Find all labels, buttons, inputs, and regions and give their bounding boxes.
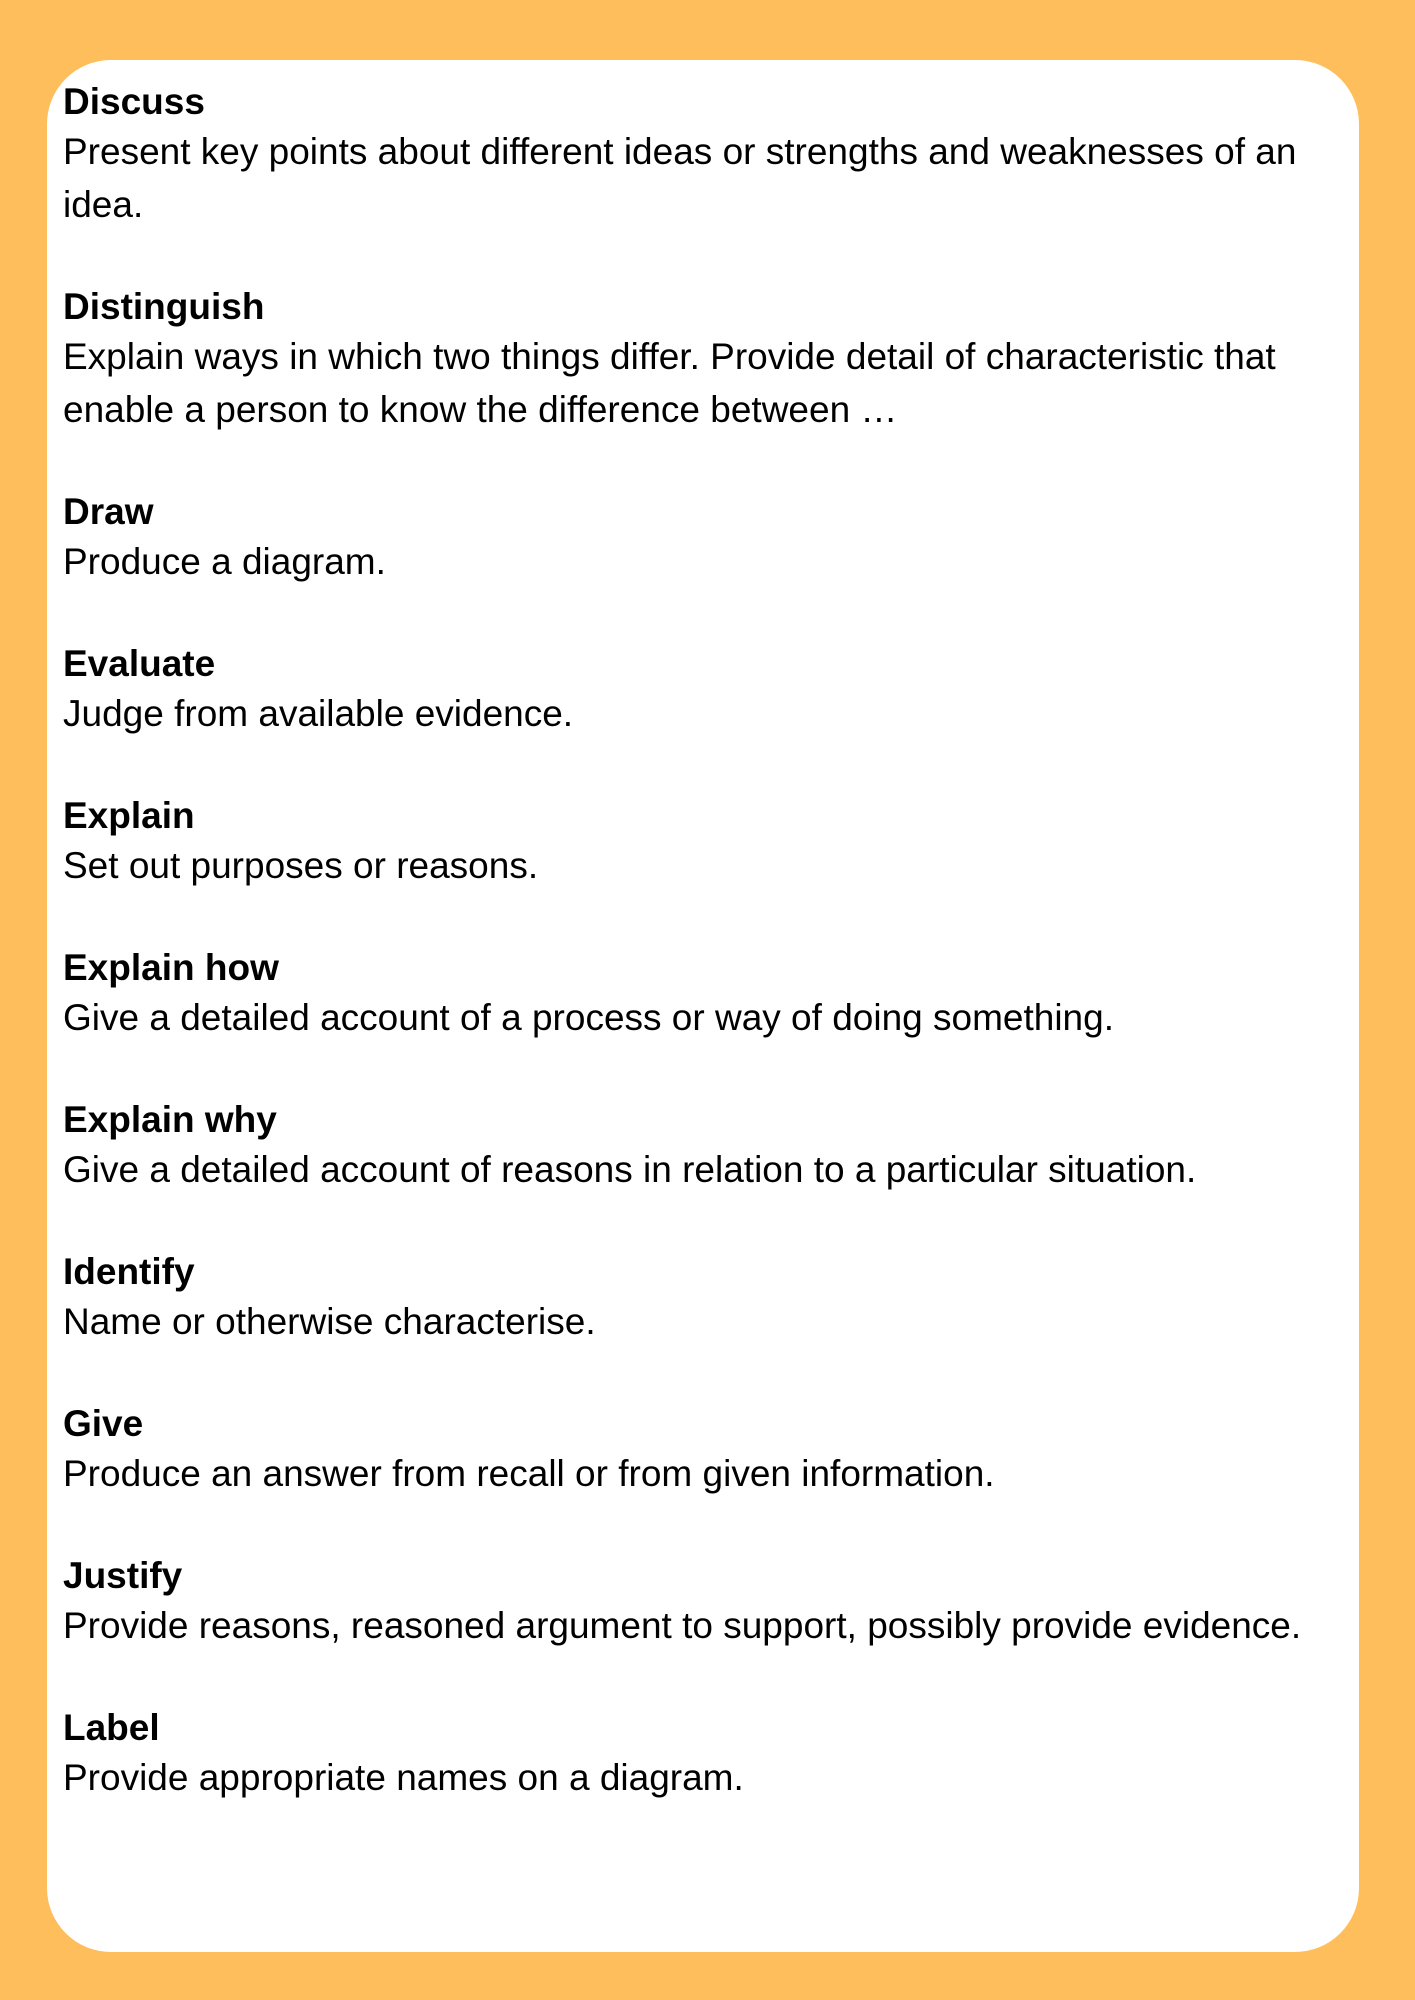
glossary-entry-give bbox=[63, 1401, 1343, 1500]
term-identify: Identify bbox=[63, 1251, 195, 1292]
term-give: Give bbox=[63, 1403, 144, 1444]
definition-draw: Produce a diagram. bbox=[63, 541, 386, 582]
term-explain: Explain bbox=[63, 795, 195, 836]
glossary-entry-explain bbox=[63, 793, 1343, 892]
term-evaluate: Evaluate bbox=[63, 643, 216, 684]
definition-explain-how: Give a detailed account of a process or way of doing something. bbox=[63, 997, 1114, 1038]
glossary-entry-discuss bbox=[63, 79, 1343, 231]
glossary-entry-justify bbox=[63, 1553, 1343, 1652]
term-discuss: Discuss bbox=[63, 81, 205, 122]
definition-explain-why: Give a detailed account of reasons in relation to a particular situation. bbox=[63, 1149, 1197, 1190]
definition-label: Provide appropriate names on a diagram. bbox=[63, 1757, 744, 1798]
term-label: Label bbox=[63, 1707, 160, 1748]
glossary-entry-distinguish bbox=[63, 284, 1343, 436]
term-explain-how: Explain how bbox=[63, 947, 279, 988]
glossary-card bbox=[47, 60, 1359, 1952]
term-distinguish: Distinguish bbox=[63, 286, 265, 327]
definition-give: Produce an answer from recall or from given information. bbox=[63, 1453, 995, 1494]
glossary-entry-evaluate bbox=[63, 641, 1343, 740]
glossary-entry-explain-why bbox=[63, 1097, 1343, 1196]
glossary-entry-identify bbox=[63, 1249, 1343, 1348]
glossary-entry-label bbox=[63, 1705, 1343, 1804]
definition-identify: Name or otherwise characterise. bbox=[63, 1301, 596, 1342]
term-draw: Draw bbox=[63, 491, 154, 532]
definition-explain: Set out purposes or reasons. bbox=[63, 845, 539, 886]
glossary-entry-draw bbox=[63, 489, 1343, 588]
definition-evaluate: Judge from available evidence. bbox=[63, 693, 574, 734]
glossary-entry-explain-how bbox=[63, 945, 1343, 1044]
definition-discuss: Present key points about different ideas or strengths and weaknesses of an idea. bbox=[63, 131, 1297, 225]
definition-justify: Provide reasons, reasoned argument to support, possibly provide evidence. bbox=[63, 1605, 1302, 1646]
definition-distinguish: Explain ways in which two things differ. Provide detail of characteristic that enable a person to know the difference between … bbox=[63, 336, 1276, 430]
term-justify: Justify bbox=[63, 1555, 183, 1596]
term-explain-why: Explain why bbox=[63, 1099, 277, 1140]
